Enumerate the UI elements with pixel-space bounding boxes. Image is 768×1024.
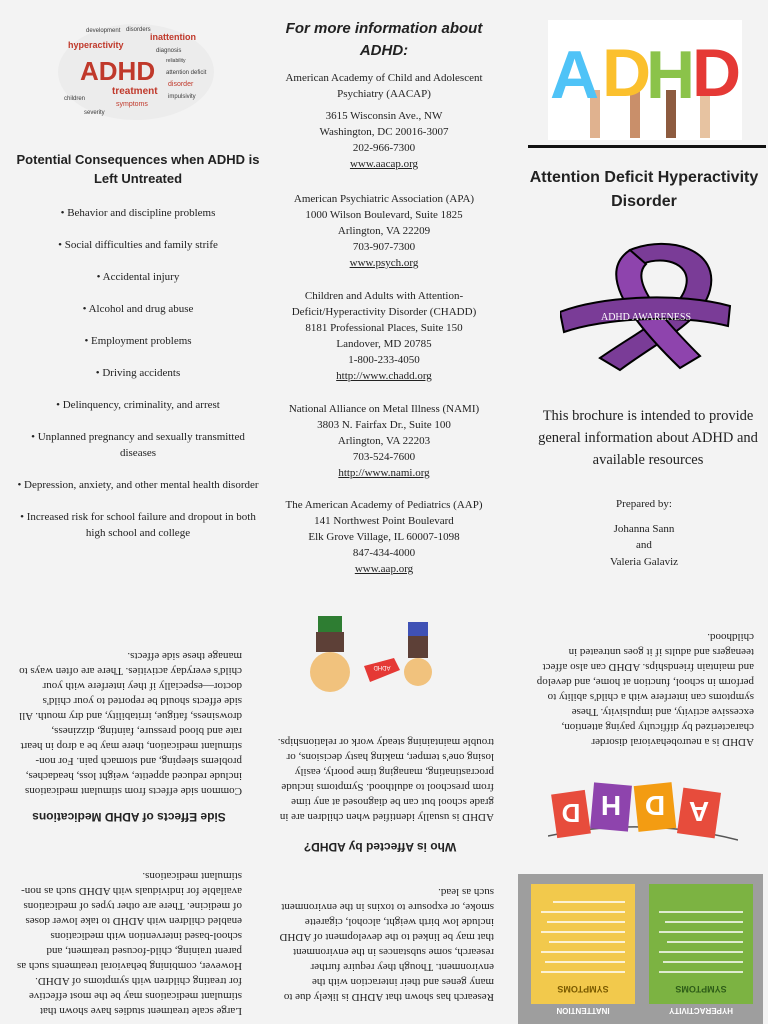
org-name: American Psychiatric Association (APA) (293, 193, 475, 205)
intro-text: This brochure is intended to provide general information about ADHD and available resources (538, 408, 758, 468)
org-link[interactable]: http://www.chadd.org (336, 370, 432, 382)
org-address: 141 Northwest Point Boulevard (314, 515, 454, 527)
panel-cover (520, 0, 768, 580)
symptoms-board-image (518, 874, 763, 1024)
wc-word: disorders (126, 27, 151, 33)
org-name: American Academy of Child and Adolescent Psychiatry (AACAP) (285, 72, 483, 100)
panel-consequences (14, 0, 262, 580)
wc-word: disorder (168, 81, 194, 88)
list-item: • Depression, anxiety, and other mental health disorder (17, 479, 259, 491)
org-aap (268, 497, 500, 577)
clothesline-letter: A (688, 796, 710, 827)
org-apa (268, 191, 500, 271)
org-city: Elk Grove Village, IL 60007-1098 (308, 531, 460, 543)
letter-d2: D (692, 35, 742, 111)
letter-a: A (550, 37, 600, 113)
panel-what-is (516, 585, 768, 1024)
org-link[interactable]: www.aacap.org (349, 158, 419, 170)
wc-word: diagnosis (156, 48, 182, 54)
panel-resources (268, 0, 500, 580)
clothesline-letter: D (644, 790, 666, 821)
side-effects-heading: Side Effects of ADHD Medications (32, 810, 226, 824)
inverted-content (0, 585, 768, 1024)
wc-word: children (64, 96, 86, 102)
awareness-ribbon-image (560, 240, 740, 380)
prepared-label: Prepared by: (616, 498, 672, 510)
wc-word: severity (84, 110, 105, 116)
consequences-list (14, 205, 262, 557)
wc-word: hyperactivity (68, 40, 124, 50)
org-link[interactable]: www.aap.org (354, 563, 414, 575)
org-address: 3803 N. Fairfax Dr., Suite 100 (317, 419, 451, 431)
list-item: • Social difficulties and family strife (58, 239, 218, 251)
letter-d: D (602, 35, 652, 111)
medications-text: Large scale treatment studies have shown that stimulant medications may be the most effective for treating children with symptoms of ADHD. However, combining behavioral treatments such as parent training, child-focused treatment, and school-based intervention with medications enabled children with ADHD to take lower doses of medicine. There are other types of medications available for individuals with ADHD such as non-stimulant medications. (17, 870, 242, 1017)
panel-causes-affected (268, 585, 500, 1024)
org-city: Landover, MD 20785 (336, 338, 432, 350)
affected-text: ADHD is usually identified when children are in grade school but can be diagnosed at any time from preschool to adulthood. Symptoms include procrastinating, managing time poorly, easily losing one's temper, making hasty decisions, or trouble maintaining steady work or relationships. (277, 736, 494, 823)
divider (528, 145, 766, 148)
side-effects-text: Common side effects from stimulant medications include reduced appetite, weight loss, headaches, problems sleeping, and stomach pain. For non-stimulant medication, there may be a drop in heart rate and blood pressure, fainting, dizziness, drowsiness, fatigue, irritability, and dry mouth. All side effects should be reported to your child's doctor—especially if they interfere with your child's everyday activities. There are often ways to manage these side effects. (19, 650, 242, 797)
panel-medications (0, 585, 252, 1024)
what-is-adhd-text: ADHD is a neurobehavioral disorder characterized by difficulty paying attention, excessive activity, and impulsivity. These symptoms can interfere with a child's ability to perform in school, function at home, and develop and maintain friendships. ADHD can also affect teenagers and adults if it goes untreated in childhood. (536, 631, 754, 748)
org-phone: 1-800-233-4050 (348, 354, 420, 366)
org-address: 8181 Professional Places, Suite 150 (305, 322, 463, 334)
consequences-heading: Potential Consequences when ADHD is Left Untreated (16, 152, 260, 186)
wc-word: attention deficit (166, 70, 207, 76)
affected-heading: Who is Affected by ADHD? (303, 840, 457, 854)
list-item: • Accidental injury (96, 271, 180, 283)
clothesline-letter: H (600, 790, 622, 821)
category-label: INATTENTION (556, 1006, 610, 1015)
org-nami (268, 401, 500, 481)
org-city: Arlington, VA 22203 (337, 435, 431, 447)
wc-word: impulsivity (168, 94, 196, 100)
list-item: • Increased risk for school failure and dropout in both high school and college (20, 511, 256, 539)
org-address: 3615 Wisconsin Ave., NW (325, 110, 443, 122)
wc-word: inattention (150, 32, 196, 42)
wc-word: reliability (166, 58, 186, 64)
org-phone: 202-966-7300 (352, 142, 416, 154)
clothesline-adhd-image (548, 770, 738, 850)
sign-text: ADHD (373, 664, 391, 670)
author-name: Johanna Sann (613, 522, 675, 535)
list-item: • Behavior and discipline problems (60, 207, 216, 219)
org-name: The American Academy of Pediatrics (AAP) (285, 499, 483, 511)
org-city: Arlington, VA 22209 (337, 225, 431, 237)
adhd-hands-image (548, 20, 742, 140)
wc-word: treatment (112, 86, 158, 97)
list-item: • Alcohol and drug abuse (82, 303, 194, 315)
list-item: • Employment problems (84, 335, 192, 347)
letter-h: H (646, 37, 696, 113)
org-address: 1000 Wilson Boulevard, Suite 1825 (305, 209, 463, 221)
clothesline-letter: D (561, 798, 581, 828)
adhd-wordcloud-image (56, 18, 216, 122)
causes-text: Research has shown that ADHD is likely due to many genes and their interaction with the environment. Though they require further research, some substances in the environment that may be linked to the development of ADHD include low birth weight, alcohol, cigarette smoke, or exposure to toxins in the environment such as lead. (279, 886, 494, 1003)
list-item: • Delinquency, criminality, and arrest (56, 399, 220, 411)
org-phone: 847-434-4000 (352, 547, 416, 559)
symptoms-label: SYMPTOMS (557, 984, 609, 994)
category-label: HYPERACTIVITY (668, 1006, 734, 1015)
org-link[interactable]: www.psych.org (349, 257, 419, 269)
org-name: Children and Adults with Attention-Deficit/Hyperactivity Disorder (CHADD) (291, 290, 477, 318)
author-conjunction: and (636, 539, 652, 551)
list-item: • Unplanned pregnancy and sexually transmitted diseases (31, 431, 245, 459)
wc-word: symptoms (116, 101, 148, 108)
list-item: • Driving accidents (95, 367, 181, 379)
wc-word: development (86, 28, 121, 34)
brochure-title: Attention Deficit Hyperactivity Disorder (529, 169, 759, 210)
org-chadd (268, 288, 500, 384)
org-city: Washington, DC 20016-3007 (319, 126, 449, 138)
org-name: National Alliance on Metal Illness (NAMI) (288, 403, 480, 415)
prepared-by (520, 496, 768, 570)
resources-heading: For more information about ADHD: (285, 20, 483, 59)
org-phone: 703-907-7300 (352, 241, 416, 253)
author-name: Valeria Galaviz (609, 555, 679, 568)
bottom-half-inverted (0, 585, 768, 1024)
ribbon-text: ADHD AWARENESS (600, 312, 692, 323)
wc-main-word: ADHD (80, 56, 156, 86)
org-aacap (268, 70, 500, 172)
org-link[interactable]: http://www.nami.org (338, 467, 430, 479)
org-phone: 703-524-7600 (352, 451, 416, 463)
hanging-children-image (310, 614, 440, 702)
symptoms-label: SYMPTOMS (675, 984, 727, 994)
